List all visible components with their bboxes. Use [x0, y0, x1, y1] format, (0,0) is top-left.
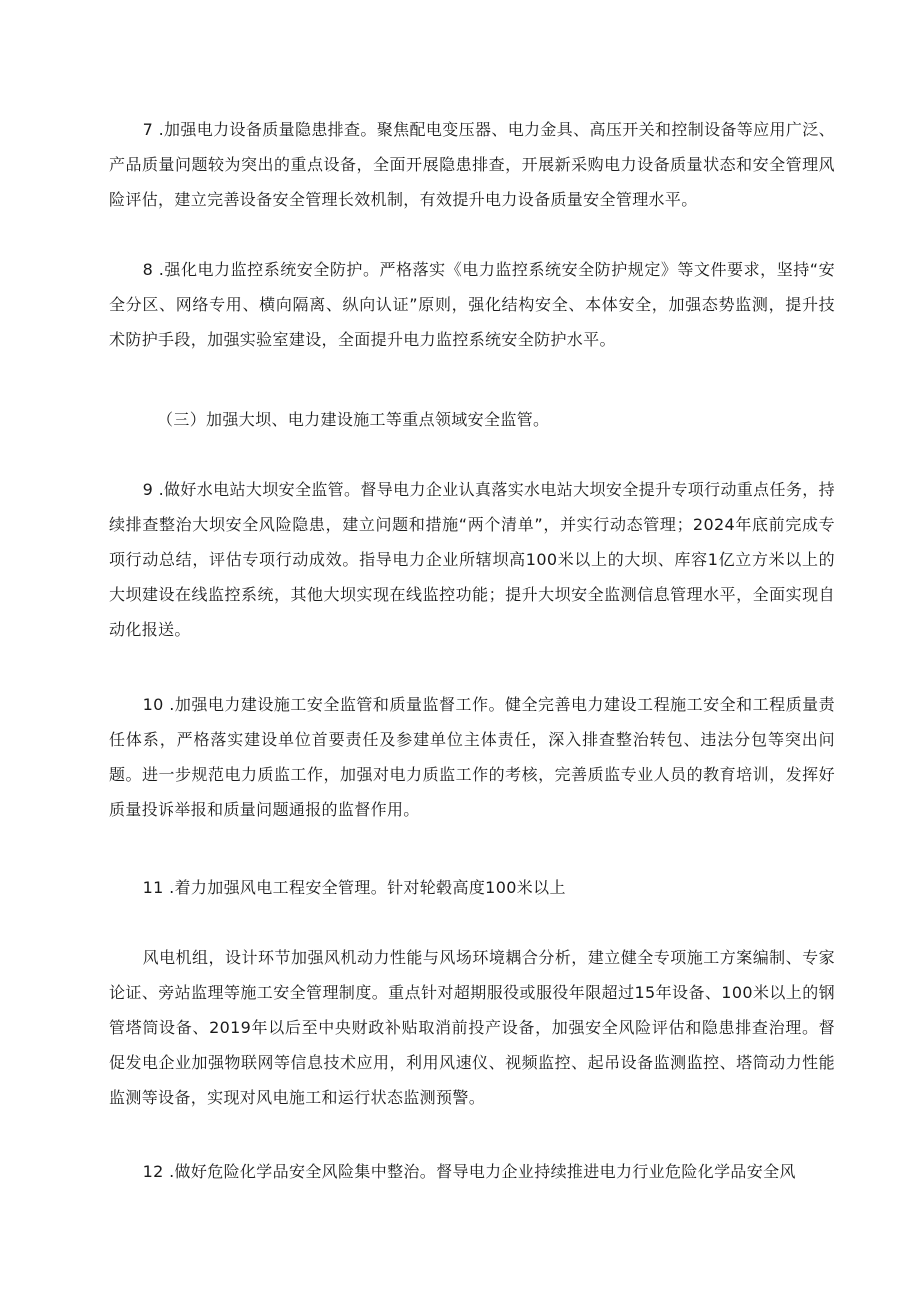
paragraph-8: 8 .强化电力监控系统安全防护。严格落实《电力监控系统安全防护规定》等文件要求，坚持“安全分区、网络专用、横向隔离、纵向认证”原则，强化结构安全、本体安全，加强态势监测，提升技术防护手段，加强实验室建设，全面提升电力监控系统安全防护水平。	[109, 260, 835, 349]
paragraph-11: 11 .着力加强风电工程安全管理。针对轮毂高度100米以上	[142, 878, 566, 897]
paragraph-12: 12 .做好危险化学品安全风险集中整治。督导电力企业持续推进电力行业危险化学品安全风	[142, 1162, 796, 1181]
paragraph-7: 7 .加强电力设备质量隐患排查。聚焦配电变压器、电力金具、高压开关和控制设备等应用广泛、产品质量问题较为突出的重点设备，全面开展隐患排查，开展新采购电力设备质量状态和安全管理风险评估，建立完善设备安全管理长效机制，有效提升电力设备质量安全管理水平。	[109, 120, 835, 209]
paragraph-11-continued: 风电机组，设计环节加强风机动力性能与风场环境耦合分析，建立健全专项施工方案编制、专家论证、旁站监理等施工安全管理制度。重点针对超期服役或服役年限超过15年设备、100米以上的钢管塔筒设备、2019年以后至中央财政补贴取消前投产设备，加强安全风险评估和隐患排查治理。督促发电企业加强物联网等信息技术应用，利用风速仪、视频监控、起吊设备监测监控、塔筒动力性能监测等设备，实现对风电施工和运行状态监测预警。	[109, 948, 835, 1107]
paragraph-10: 10 .加强电力建设施工安全监管和质量监督工作。健全完善电力建设工程施工安全和工程质量责任体系，严格落实建设单位首要责任及参建单位主体责任，深入排查整治转包、违法分包等突出问题。进一步规范电力质监工作，加强对电力质监工作的考核，完善质监专业人员的教育培训，发挥好质量投诉举报和质量问题通报的监督作用。	[109, 695, 835, 819]
paragraph-9: 9 .做好水电站大坝安全监管。督导电力企业认真落实水电站大坝安全提升专项行动重点任务，持续排查整治大坝安全风险隐患，建立问题和措施“两个清单”，并实行动态管理；2024年底前完成专项行动总结，评估专项行动成效。指导电力企业所辖坝高100米以上的大坝、库容1亿立方米以上的大坝建设在线监控系统，其他大坝实现在线监控功能；提升大坝安全监测信息管理水平，全面实现自动化报送。	[109, 480, 835, 639]
section-heading-3: （三）加强大坝、电力建设施工等重点领域安全监管。	[157, 410, 550, 429]
